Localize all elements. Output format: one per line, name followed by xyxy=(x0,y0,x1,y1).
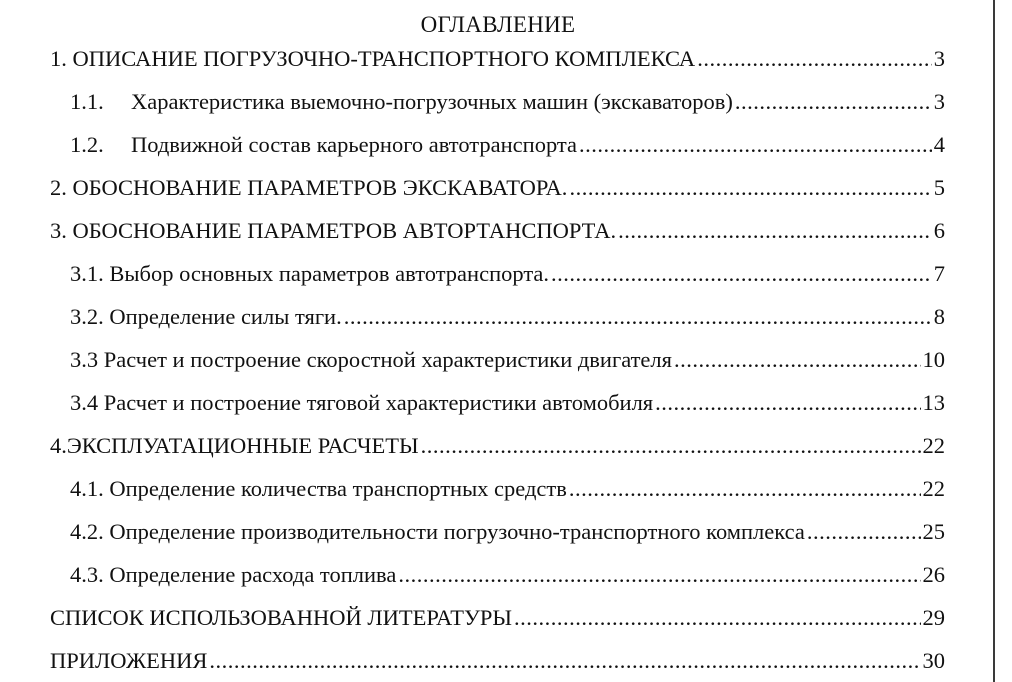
toc-page-number: 29 xyxy=(922,605,945,630)
toc-page-number: 25 xyxy=(922,519,945,544)
toc-entry-text: Подвижной состав карьерного автотранспорта xyxy=(131,132,578,157)
dot-leader xyxy=(579,130,932,160)
dot-leader xyxy=(551,259,932,289)
toc-entry-text: СПИСОК ИСПОЛЬЗОВАННОЙ ЛИТЕРАТУРЫ xyxy=(50,605,513,630)
toc-page-number: 22 xyxy=(922,433,945,458)
toc-entry-text: 3.2. Определение силы тяги. xyxy=(70,304,342,329)
toc-entry-text: 1. ОПИСАНИЕ ПОГРУЗОЧНО-ТРАНСПОРТНОГО КОМПЛЕКСА xyxy=(50,46,696,71)
toc-entry-text: 4.3. Определение расхода топлива xyxy=(70,562,397,587)
toc-entry[interactable] xyxy=(50,646,945,676)
toc-entry-text: 2. ОБОСНОВАНИЕ ПАРАМЕТРОВ ЭКСКАВАТОРА. xyxy=(50,175,568,200)
toc-entry[interactable] xyxy=(70,345,945,375)
dot-leader xyxy=(569,173,931,203)
toc-entry-text: 3.4 Расчет и построение тяговой характеристики автомобиля xyxy=(70,390,654,415)
toc-page-number: 30 xyxy=(922,648,945,673)
toc-entry[interactable] xyxy=(70,474,945,504)
toc-entry-text: ПРИЛОЖЕНИЯ xyxy=(50,648,208,673)
toc-entry[interactable] xyxy=(50,431,945,461)
dot-leader xyxy=(618,216,932,246)
toc-page-number: 6 xyxy=(933,218,945,243)
toc-page-number: 3 xyxy=(933,89,945,114)
toc-entry-text: 3.1. Выбор основных параметров автотранспорта. xyxy=(70,261,550,286)
toc-page-number: 7 xyxy=(933,261,945,286)
dot-leader xyxy=(421,431,921,461)
dot-leader xyxy=(674,345,921,375)
dot-leader xyxy=(209,646,920,676)
dot-leader xyxy=(514,603,920,633)
dot-leader xyxy=(569,474,921,504)
dot-leader xyxy=(735,87,932,117)
toc-entry[interactable] xyxy=(50,603,945,633)
toc-entry-text: 3.3 Расчет и построение скоростной характеристики двигателя xyxy=(70,347,672,372)
toc-entry[interactable] xyxy=(70,388,945,418)
toc-entry[interactable] xyxy=(70,517,945,547)
toc-page-number: 22 xyxy=(922,476,945,501)
toc-page-number: 4 xyxy=(933,132,945,157)
toc-entry-text: 4.2. Определение производительности погрузочно-транспортного комплекса xyxy=(70,519,805,544)
toc-entry[interactable] xyxy=(70,259,945,289)
toc-page-number: 3 xyxy=(933,46,945,71)
toc-entry[interactable] xyxy=(50,173,945,203)
dot-leader xyxy=(807,517,921,547)
toc-entry-text: 4.1. Определение количества транспортных средств xyxy=(70,476,567,501)
dot-leader xyxy=(344,302,932,332)
toc-page-number: 5 xyxy=(933,175,945,200)
toc-page-number: 10 xyxy=(922,347,945,372)
toc-entry[interactable] xyxy=(50,44,945,74)
toc-entry-number: 1.1. xyxy=(70,89,104,114)
dot-leader xyxy=(398,560,920,590)
toc-entry-text: 3. ОБОСНОВАНИЕ ПАРАМЕТРОВ АВТОРТАНСПОРТА. xyxy=(50,218,617,243)
toc-entry-text: Характеристика выемочно-погрузочных машин (экскаваторов) xyxy=(131,89,733,114)
toc-entry[interactable] xyxy=(70,560,945,590)
toc-entry-text: 4.ЭКСПЛУАТАЦИОННЫЕ РАСЧЕТЫ xyxy=(50,433,419,458)
toc-entry[interactable] xyxy=(70,130,945,160)
toc-entry-number: 1.2. xyxy=(70,132,104,157)
toc-entry[interactable] xyxy=(50,216,945,246)
toc-title: ОГЛАВЛЕНИЕ xyxy=(420,12,576,37)
toc-page-number: 26 xyxy=(922,562,945,587)
toc-entry[interactable] xyxy=(70,302,945,332)
dot-leader xyxy=(697,44,932,74)
dot-leader xyxy=(655,388,920,418)
toc-page-number: 13 xyxy=(922,390,945,415)
toc-page-number: 8 xyxy=(933,304,945,329)
toc-entry[interactable] xyxy=(70,87,945,117)
